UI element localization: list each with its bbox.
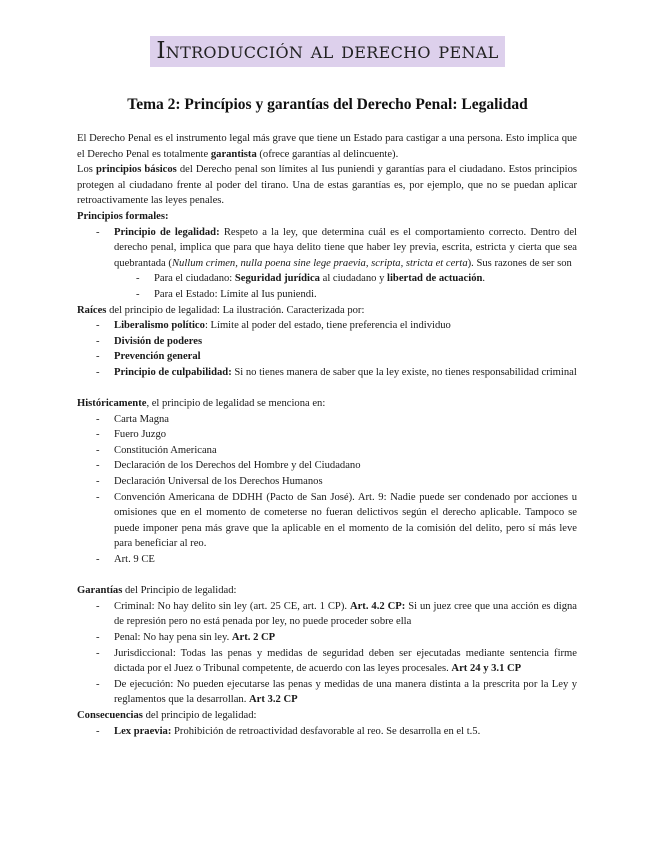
bold-term: Art. 2 CP: [231, 632, 276, 643]
title-block: [0, 36, 655, 67]
text: Prohibición de retroactividad desfavorable al reo. Se desarrolla en el t.5.: [171, 725, 481, 737]
spacer: [77, 568, 577, 584]
list-item: - Constitución Americana: [114, 443, 577, 459]
list-item: [154, 271, 577, 287]
bold-term: Liberalismo político: [114, 320, 205, 332]
bold-term: Históricamente: [77, 398, 147, 410]
document-title: Introducción al derecho penal: [156, 38, 499, 64]
bold-term: garantista: [210, 148, 257, 160]
text: del Derecho penal son límites al Ius puniendi y garantías para el ciudadano. Estos principios protegen al ciudadano frente al poder del tirano. Una de estas garantías es, por ejemplo, que no se puedan aplicar retroactivamente las leyes penales.: [77, 164, 577, 207]
list-item: [114, 365, 577, 381]
historicamente-list: [77, 412, 577, 568]
text: Respeto a la ley, que determina cuál es el comportamiento correcto. Dentro del derecho penal, implica que para que haya delito tiene que haber ley previa, escrita, estricta y cierta que sea quebrantada (: [114, 226, 577, 269]
section-heading: Principios formales:: [77, 210, 169, 222]
bold-term: Raíces: [77, 304, 107, 316]
text: Si un juez cree que una acción es digna de represión pero no está penada por ley, no puede proceder sobre ella: [114, 600, 578, 628]
bold-term: Art. 4.2 CP:: [349, 600, 406, 612]
razones-list: [114, 271, 577, 302]
text: Jurisdiccional: Todas las penas y medidas de seguridad deben ser ejecutadas mediante sentencia firme dictada por el Juez o Tribunal competente, de acuerdo con las leyes procesales.: [114, 647, 577, 675]
raices-list: [77, 318, 577, 380]
bold-term: Garantías: [77, 585, 123, 597]
list-item: [114, 334, 577, 350]
text: , el principio de legalidad se menciona en:: [146, 398, 326, 410]
text: : Límite al poder del estado, tiene preferencia el individuo: [204, 320, 451, 332]
text: Para el ciudadano:: [154, 273, 235, 285]
list-item: [114, 646, 577, 677]
intro-paragraph-1: [77, 131, 577, 162]
title-highlight: [150, 36, 504, 67]
list-item: - Declaración Universal de los Derechos Humanos: [114, 474, 577, 490]
bold-term: libertad de actuación: [387, 273, 483, 285]
garantias-heading: [77, 583, 577, 599]
text: De ejecución: No pueden ejecutarse las penas y medidas de una manera distinta a la prescrita por la Ley y reglamentos que la desarrollan.: [114, 678, 577, 706]
document-body: [77, 131, 577, 739]
text: Los: [77, 164, 96, 176]
list-item: [114, 630, 577, 646]
text: del principio de legalidad: La ilustración. Caracterizada por:: [106, 304, 365, 316]
intro-paragraph-2: [77, 162, 577, 209]
list-item: - Para el Estado: Límite al Ius puniendi.: [154, 287, 577, 303]
latin-phrase: Nullum crimen, nulla poena sine lege praevia, scripta, stricta et certa: [171, 257, 468, 269]
text: .: [482, 273, 486, 285]
list-item: - Fuero Juzgo: [114, 427, 577, 443]
text: Si no tienes manera de saber que la ley existe, no tienes responsabilidad criminal: [231, 366, 577, 378]
bold-term: Lex praevia:: [114, 725, 172, 737]
list-item: [114, 349, 577, 365]
raices-heading: [77, 303, 577, 319]
bold-term: División de poderes: [114, 335, 203, 347]
text: El Derecho Penal es el instrumento legal más grave que tiene un Estado para castigar a una persona. Esto implica que el Derecho Penal es totalmente: [77, 133, 577, 160]
bold-term: principios básicos: [95, 164, 177, 176]
text: Criminal: No hay delito sin ley (art. 25 CE, art. 1 CP).: [114, 600, 350, 612]
list-item: [114, 225, 577, 303]
bold-term: Seguridad jurídica: [234, 273, 320, 285]
text: al ciudadano y: [319, 273, 388, 285]
garantias-list: [77, 599, 577, 708]
formales-list: [77, 225, 577, 303]
list-item: [114, 599, 577, 630]
consecuencias-heading: [77, 708, 577, 724]
text: (ofrece garantías al delincuente).: [256, 148, 399, 160]
text: del Principio de legalidad:: [122, 585, 237, 597]
bold-term: Prevención general: [114, 351, 201, 363]
list-item: [114, 677, 577, 708]
formales-heading: [77, 209, 577, 225]
text: Penal: No hay pena sin ley.: [114, 632, 232, 643]
bold-term: Principio de culpabilidad:: [114, 366, 232, 378]
list-item: - Declaración de los Derechos del Hombre y del Ciudadano: [114, 458, 577, 474]
bold-term: Consecuencias: [77, 709, 143, 721]
bold-term: Art 24 y 3.1 CP: [451, 663, 522, 675]
topic-heading: Tema 2: Princípios y garantías del Derecho Penal: Legalidad: [127, 96, 528, 113]
historicamente-heading: [77, 396, 577, 412]
text: ). Sus razones de ser son: [467, 257, 572, 269]
list-item: - Art. 9 CE: [114, 552, 577, 568]
text: del principio de legalidad:: [142, 709, 257, 721]
list-item: - Convención Americana de DDHH (Pacto de San José). Art. 9: Nadie puede ser condenado por acciones u omisiones que en el momento de cometerse no fueran delictivos según el derecho aplicable. Tampoco se puede imponer pena más grave que la aplicable en el momento de la comisión del delito, pero sí más leve para beneficiar al reo.: [114, 490, 577, 552]
bold-term: Principio de legalidad:: [114, 226, 220, 238]
list-item: - Carta Magna: [114, 412, 577, 428]
spacer: [77, 381, 577, 397]
consecuencias-list: [77, 724, 577, 740]
list-item: [114, 318, 577, 334]
list-item: [114, 724, 577, 740]
bold-term: Art 3.2 CP: [249, 694, 298, 706]
